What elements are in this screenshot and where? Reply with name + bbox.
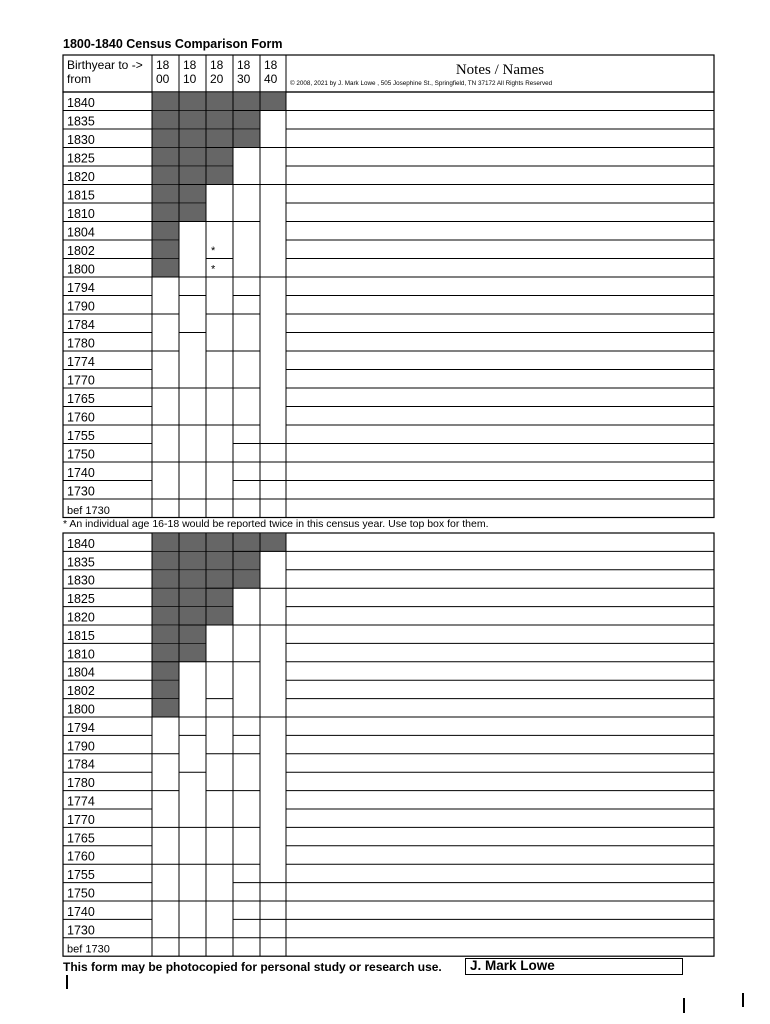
row-year-label: 1774 <box>67 794 95 809</box>
shaded-cell <box>152 533 179 551</box>
corner-mark <box>742 993 744 1007</box>
census-year-bottom: 20 <box>210 72 224 86</box>
shaded-cell <box>152 92 179 111</box>
shaded-cell <box>206 588 233 606</box>
shaded-cell <box>152 643 179 661</box>
row-year-label: 1790 <box>67 739 95 754</box>
shaded-cell <box>233 111 260 130</box>
row-year-label: bef 1730 <box>67 505 110 517</box>
shaded-cell <box>233 551 260 569</box>
row-year-label: 1835 <box>67 114 95 129</box>
row-year-label: 1780 <box>67 776 95 791</box>
row-year-label: 1825 <box>67 592 95 607</box>
row-year-label: 1830 <box>67 133 95 147</box>
row-year-label: 1835 <box>67 555 95 570</box>
shaded-cell <box>206 111 233 130</box>
row-year-label: 1750 <box>67 447 95 462</box>
row-year-label: 1815 <box>67 188 95 203</box>
shaded-cell <box>152 166 179 185</box>
shaded-cell <box>233 92 260 111</box>
census-year-bottom: 00 <box>156 72 170 86</box>
row-year-label: 1770 <box>67 373 95 388</box>
shaded-cell <box>206 166 233 185</box>
shaded-cell <box>152 699 179 717</box>
row-year-label: 1794 <box>67 720 95 735</box>
shaded-cell <box>233 533 260 551</box>
shaded-cell <box>179 625 206 643</box>
shaded-cell <box>179 111 206 130</box>
census-year-top: 18 <box>264 58 278 72</box>
shaded-cell <box>260 533 286 551</box>
row-year-label: bef 1730 <box>67 943 110 956</box>
corner-mark <box>66 975 68 989</box>
shaded-cell <box>179 129 206 148</box>
row-year-label: 1830 <box>67 573 95 588</box>
shaded-cell <box>179 588 206 606</box>
row-year-label: 1755 <box>67 868 95 883</box>
shaded-cell <box>206 533 233 551</box>
row-year-label: 1802 <box>67 244 95 258</box>
shaded-cell <box>179 643 206 661</box>
row-year-label: 1765 <box>67 392 95 406</box>
row-year-label: 1765 <box>67 831 95 846</box>
shaded-cell <box>152 607 179 625</box>
header-label: Birthyear to -> <box>67 58 143 72</box>
row-year-label: 1730 <box>67 923 95 938</box>
row-year-label: 1760 <box>67 410 95 425</box>
row-year-label: 1790 <box>67 299 95 314</box>
row-year-label: 1755 <box>67 429 95 443</box>
row-year-label: 1825 <box>67 151 95 166</box>
shaded-cell <box>179 551 206 569</box>
census-year-bottom: 10 <box>183 72 197 86</box>
row-year-label: 1740 <box>67 466 95 480</box>
row-year-label: 1840 <box>67 96 95 110</box>
shaded-cell <box>179 166 206 185</box>
row-year-label: 1770 <box>67 812 95 827</box>
shaded-cell <box>152 588 179 606</box>
row-year-label: 1820 <box>67 170 95 184</box>
shaded-cell <box>206 551 233 569</box>
row-year-label: 1810 <box>67 647 95 662</box>
corner-mark <box>683 998 685 1013</box>
shaded-cell <box>179 533 206 551</box>
shaded-cell <box>152 203 179 222</box>
row-year-label: 1780 <box>67 336 95 351</box>
row-year-label: 1804 <box>67 225 95 240</box>
shaded-cell <box>206 607 233 625</box>
row-year-label: 1750 <box>67 886 95 901</box>
shaded-cell <box>152 148 179 167</box>
footer-text: This form may be photocopied for personal study or research use. <box>63 960 442 974</box>
shaded-cell <box>206 92 233 111</box>
asterisk-mark: * <box>211 263 216 276</box>
shaded-cell <box>152 240 179 259</box>
shaded-cell <box>152 111 179 130</box>
census-year-top: 18 <box>210 58 224 72</box>
shaded-cell <box>152 570 179 588</box>
shaded-cell <box>152 551 179 569</box>
row-year-label: 1815 <box>67 628 95 643</box>
shaded-cell <box>233 129 260 148</box>
row-year-label: 1740 <box>67 904 95 919</box>
row-year-label: 1794 <box>67 281 95 295</box>
notes-heading: Notes / Names <box>455 62 545 78</box>
shaded-cell <box>179 203 206 222</box>
form-title: 1800-1840 Census Comparison Form <box>63 37 283 51</box>
shaded-cell <box>179 148 206 167</box>
row-year-label: 1810 <box>67 207 95 221</box>
shaded-cell <box>179 570 206 588</box>
shaded-cell <box>152 625 179 643</box>
signature: J. Mark Lowe <box>470 958 555 973</box>
row-year-label: 1800 <box>67 262 95 277</box>
shaded-cell <box>206 570 233 588</box>
asterisk-note: * An individual age 16-18 would be reported twice in this census year. Use top box for them. <box>63 518 489 530</box>
census-year-bottom: 30 <box>237 72 251 86</box>
shaded-cell <box>179 607 206 625</box>
copyright-text: © 2008, 2021 by J. Mark Lowe , 505 Josephine St., Springfield, TN 37172 All Rights Reserved <box>290 80 553 87</box>
census-year-bottom: 40 <box>264 72 278 86</box>
shaded-cell <box>233 570 260 588</box>
row-year-label: 1774 <box>67 355 95 369</box>
asterisk-mark: * <box>211 245 216 257</box>
shaded-cell <box>179 92 206 111</box>
shaded-cell <box>260 92 286 111</box>
row-year-label: 1730 <box>67 484 95 499</box>
row-year-label: 1800 <box>67 702 95 717</box>
shaded-cell <box>152 680 179 698</box>
row-year-label: 1804 <box>67 665 95 680</box>
shaded-cell <box>179 185 206 204</box>
shaded-cell <box>152 129 179 148</box>
shaded-cell <box>206 129 233 148</box>
shaded-cell <box>206 148 233 167</box>
signature-box <box>465 958 683 975</box>
row-year-label: 1820 <box>67 610 95 625</box>
row-year-label: 1784 <box>67 757 95 772</box>
shaded-cell <box>152 222 179 241</box>
row-year-label: 1802 <box>67 684 95 699</box>
header-label: from <box>67 72 91 86</box>
shaded-cell <box>152 662 179 680</box>
census-year-top: 18 <box>237 58 251 72</box>
shaded-cell <box>152 185 179 204</box>
row-year-label: 1840 <box>67 536 95 551</box>
census-year-top: 18 <box>156 58 170 72</box>
shaded-cell <box>152 259 179 278</box>
row-year-label: 1760 <box>67 849 95 864</box>
row-year-label: 1784 <box>67 318 95 332</box>
census-year-top: 18 <box>183 58 197 72</box>
